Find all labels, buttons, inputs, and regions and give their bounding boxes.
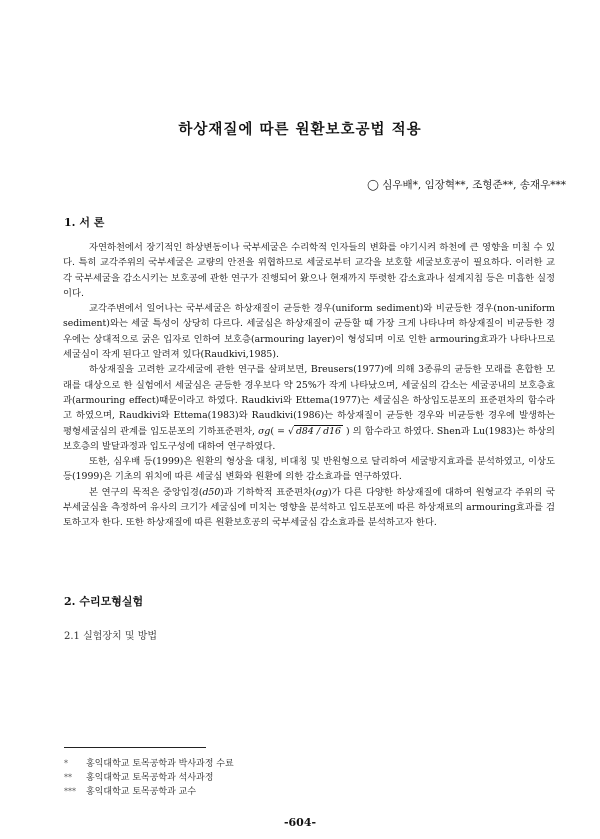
sigma-g-symbol-2: σg	[315, 486, 329, 498]
author-list: ◯ 심우배*, 임장혁**, 조형준**, 송재우***	[367, 179, 566, 191]
paragraph-3: 하상재질을 고려한 교각세굴에 관한 연구를 살펴보면, Breusers(1977)에 의해 3종류의 균등한 모래를 혼합한 모래를 대상으로 한 실험에서 세굴심은 균등한 경우보다 약 25%가 작게 나타났으며, 세굴심의 감소는 세굴공내의 보호층효과(armouring effect)때문이라고 하였다. Raudkivi와 Ettema(1977)는 세굴심은 하상입도분포의 표준편차의 함수라고 하였으며, Raudkivi와 Ettema(1983)와 Raudkivi(1986)는 하상재질이 균등한 경우와 비균등한 경우에 발생하는 평형세굴심의 관계를 입도분포의 기하표준편차, σg( = √ d84 / d16 ) 의 함수라고 하였다. Shen과 Lu(1983)는 하상의 보호층의 발달과정과 입도구성에 대하여 연구하였다.	[63, 364, 555, 452]
section-heading-hydraulic-model: 2. 수리모형실험	[64, 595, 144, 608]
footnote-mark: **	[64, 773, 72, 782]
sqrt-d84-d16: d84 / d16	[295, 425, 341, 437]
d50-symbol: d50	[202, 486, 221, 498]
paragraph-3-text-a: 하상재질을 고려한 교각세굴에 관한 연구를 살펴보면, Breusers(1977)에 의해 3종류의 균등한 모래를 혼합한 모래를 대상으로 한 실험에서 세굴심은 균등한 경우보다 약 25%가 작게 나타났으며, 세굴심의 감소는 세굴공내의 보호층효과(armouring effect)때문이라고 하였다. Raudkivi와 Ettema(1977)는 세굴심은 하상입도분포의 표준편차의 함수라고 하였으며, Raudkivi와 Ettema(1983)와 Raudkivi(1986)는 하상재질이 균등한 경우와 비균등한 경우에 발생하는 평형세굴심의 관계를 입도분포의 기하표준편차,	[63, 364, 555, 437]
equation-open: ( =	[270, 425, 289, 437]
paper-title: 하상재질에 따른 원환보호공법 적용	[178, 121, 422, 138]
introduction-body	[63, 240, 555, 531]
paragraph-2: 교각주변에서 일어나는 국부세굴은 하상재질이 균등한 경우(uniform sediment)와 비균등한 경우(non-uniform sediment)와는 세굴 특성이 상당히 다르다. 세굴심은 하상재질이 균등할 때 가장 크게 나타나며 하상재질이 비균등한 경우에는 상대적으로 굵은 입자로 인하여 보호층(armouring layer)이 형성되며 이로 인한 armouring효과가 나타나므로 세굴심이 작게 된다고 알려져 있다(Raudkivi,1985).	[63, 303, 555, 361]
footnote-mark: ***	[64, 787, 76, 796]
paragraph-3-text-b: 의 함수라고 하였다. Shen과 Lu(1983)는 하상의 보호층의 발달과정과 입도구성에 대하여 연구하였다.	[63, 425, 555, 452]
footnote-3	[64, 784, 196, 797]
footnote-mark: *	[64, 759, 68, 768]
equation-close: )	[342, 425, 350, 437]
footnote-text: 홍익대학교 토목공학과 교수	[86, 787, 197, 797]
page-number: -604-	[283, 816, 317, 829]
paragraph-1: 자연하천에서 장기적인 하상변동이나 국부세굴은 수리학적 인자들의 변화를 야기시켜 하천에 큰 영향을 미칠 수 있다. 특히 교각주위의 국부세굴은 교량의 안전을 위협하므로 세굴로부터 교각을 보호할 세굴보호공이 필요하다. 이러한 교각 국부세굴을 감소시키는 보호공에 관한 연구가 진행되어 왔으나 현재까지 뚜렷한 감소효과나 설계지침 등은 미흡한 실정이다.	[63, 242, 555, 299]
section-heading-introduction: 1. 서 론	[64, 216, 105, 229]
footnote-divider	[64, 747, 206, 748]
subsection-heading-apparatus: 2.1 실험장치 및 방법	[64, 631, 158, 642]
footnote-2	[64, 770, 213, 783]
footnote-text: 홍익대학교 토목공학과 박사과정 수료	[86, 759, 234, 769]
paragraph-4: 또한, 심우배 등(1999)은 원환의 형상을 대칭, 비대칭 및 반원형으로 달리하여 세굴방지효과를 분석하였고, 이상도 등(1999)은 기초의 위치에 따른 세굴심 변화와 원환에 의한 감소효과를 연구하였다.	[63, 456, 555, 483]
footnote-1	[64, 756, 234, 769]
paragraph-5-text-b: )과 기하학적 표준편차(	[220, 486, 316, 498]
paragraph-5	[63, 485, 555, 531]
sigma-g-symbol: σg	[258, 425, 271, 437]
paragraph-5-text-a: 본 연구의 목적은 중앙입경(	[89, 486, 203, 498]
footnote-text: 홍익대학교 토목공학과 석사과정	[86, 773, 214, 783]
paragraph-5-text-c: )가 다른 다양한 하상재질에 대하여 원형교각 주위의 국부세굴심을 측정하여 유사의 크기가 세굴심에 미치는 영향을 분석하고 입도분포에 따른 하상재료의 armouring효과를 검토하고자 한다. 또한 하상재질에 따른 원환보호공의 국부세굴심 감소효과를 분석하고자 한다.	[63, 486, 555, 529]
